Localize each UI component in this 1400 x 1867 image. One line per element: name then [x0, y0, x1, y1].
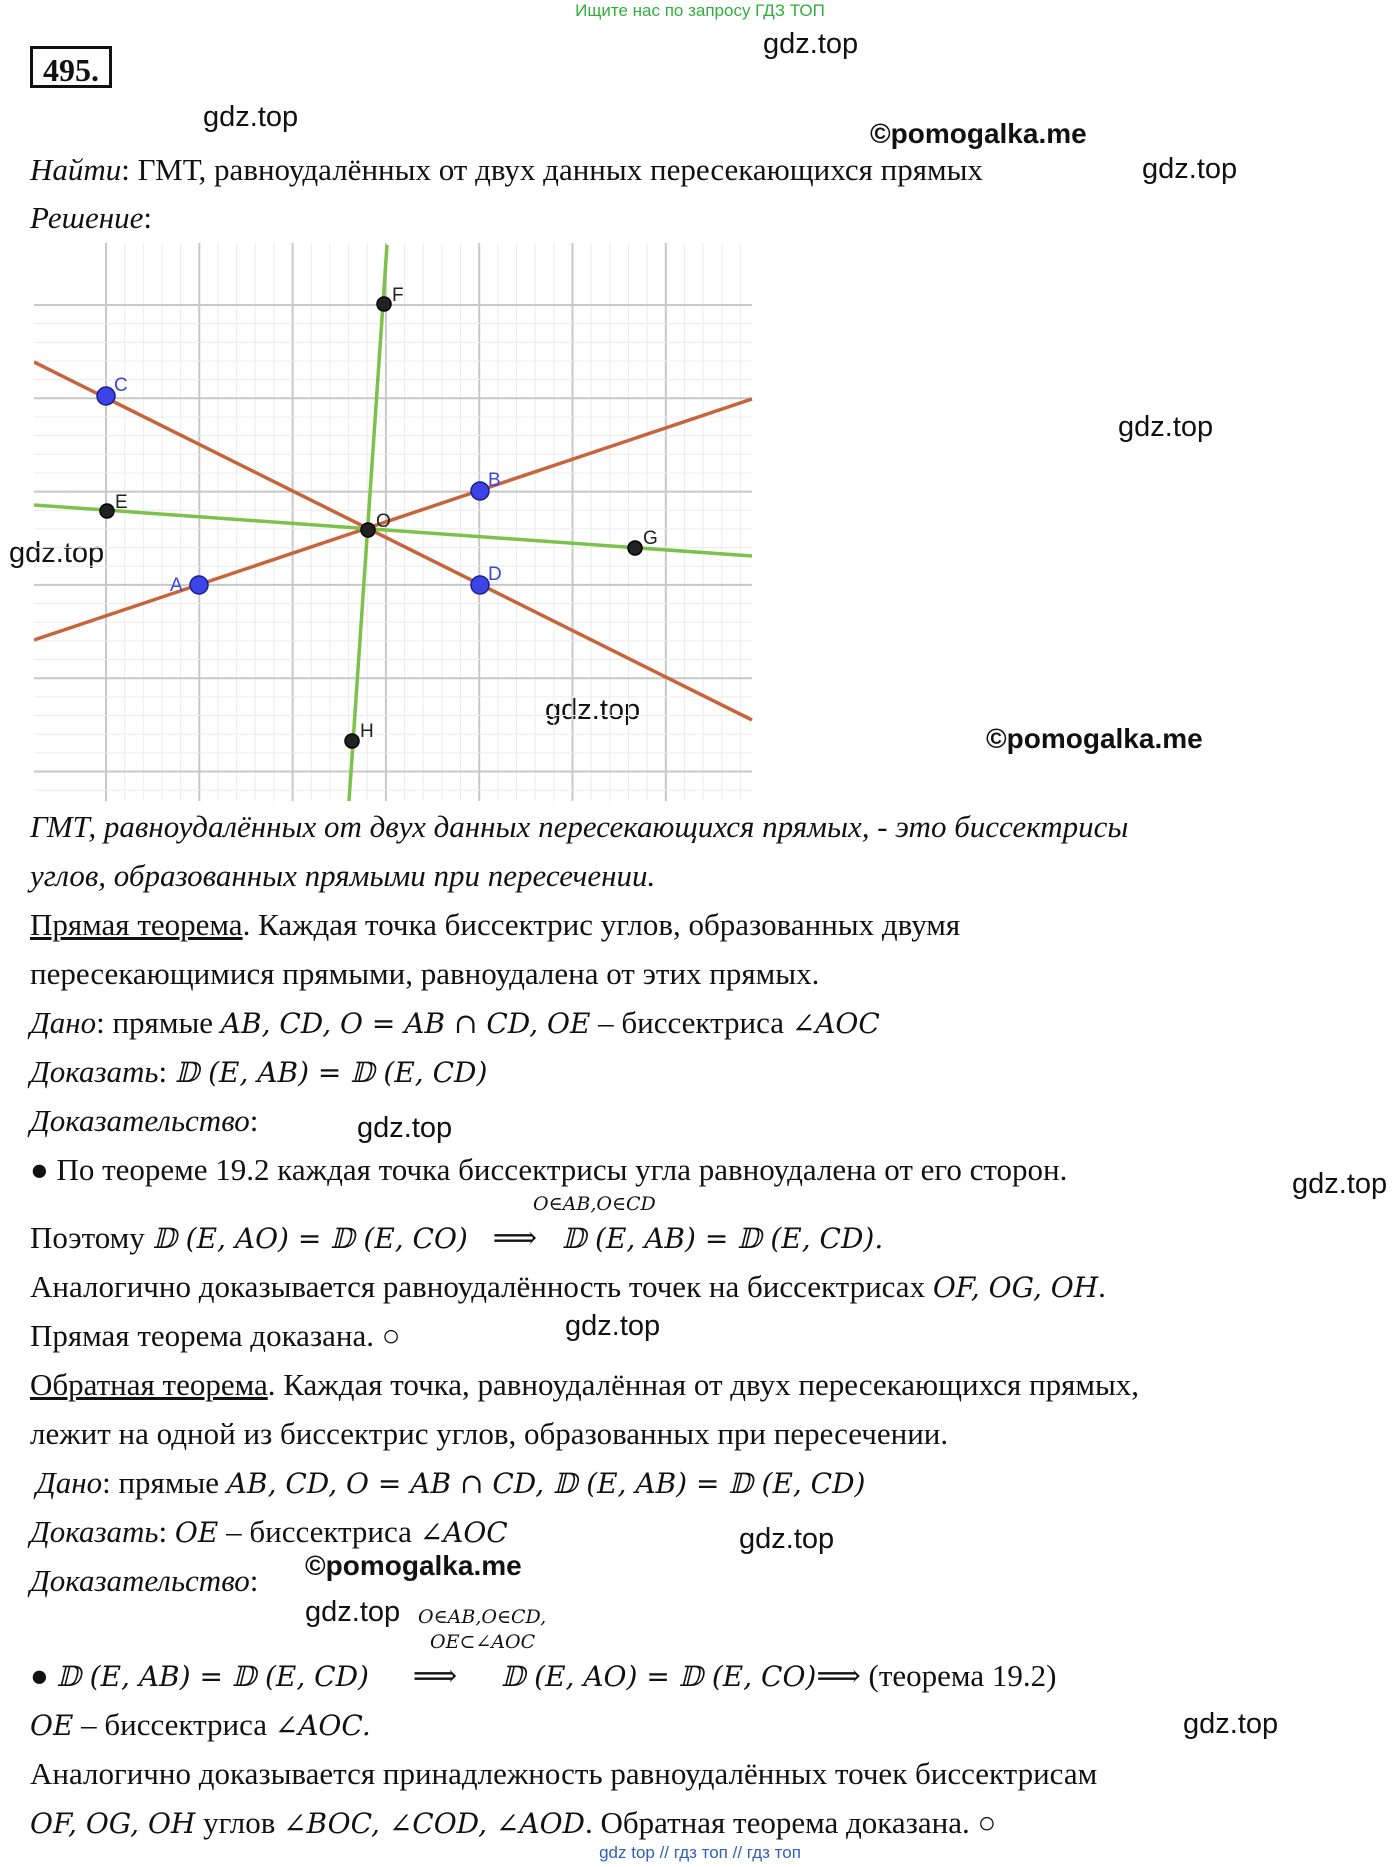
bullet-2 — [30, 1656, 1056, 1697]
watermark-pomogalka: ©pomogalka.me — [986, 723, 1203, 754]
inverse-theorem-line-1 — [30, 1365, 1139, 1405]
watermark-gdz: gdz.top — [1292, 1168, 1388, 1200]
prove-label: Доказать — [30, 1054, 159, 1089]
given-angle: ∠AOC — [791, 1007, 880, 1040]
watermark-gdz: gdz.top — [545, 694, 641, 726]
analog-2-math-1: OF, OG, OH — [30, 1807, 196, 1840]
therefore-word: Поэтому — [30, 1220, 153, 1255]
analog-2-end: . Обратная теорема доказана. ○ — [585, 1805, 997, 1840]
direct-theorem-line-1 — [30, 905, 960, 945]
arrow-2-condition-1: O∈AB,O∈CD, — [418, 1606, 547, 1628]
oe-angle: ∠AOC. — [274, 1709, 371, 1742]
given-rest: – биссектриса — [590, 1005, 792, 1040]
oe-math: OE — [30, 1709, 74, 1742]
proof-colon: : — [249, 1103, 259, 1138]
watermark-pomogalka: ©pomogalka.me — [870, 118, 1087, 149]
analog-1 — [30, 1267, 1106, 1308]
given-math: AB, CD, O = AB ∩ CD, OE — [220, 1007, 591, 1040]
inverse-theorem-label: Обратная теорема — [30, 1367, 268, 1402]
prove-rest: – биссектриса — [218, 1514, 420, 1549]
analog-2-line-1: Аналогично доказывается принадлежность равноудалённых точек биссектрисам — [30, 1756, 1098, 1791]
given-label: Дано — [36, 1465, 103, 1500]
proof-2-heading — [30, 1561, 258, 1601]
point-label-o: O — [376, 511, 391, 532]
proof-1-heading — [30, 1101, 258, 1141]
therefore-math-1: 𝔻 (E, AO) = 𝔻 (E, CO) — [152, 1222, 468, 1255]
statement-line-1: ГМТ, равноудалённых от двух данных пересекающихся прямых, - это биссектрисы — [30, 809, 1129, 844]
analog-1-text: Аналогично доказывается равноудалённость точек на биссектрисах — [30, 1269, 933, 1304]
prove-colon: : — [158, 1514, 175, 1549]
prove-angle: ∠AOC — [419, 1516, 508, 1549]
direct-theorem-text: . Каждая точка биссектрис углов, образованных двумя — [242, 907, 961, 942]
watermark-gdz: gdz.top — [357, 1112, 453, 1144]
point-label-d: D — [488, 564, 502, 585]
prove-colon: : — [158, 1054, 175, 1089]
analog-1-end: . — [1098, 1269, 1106, 1304]
analog-2-mid: углов — [195, 1805, 284, 1840]
given-math: AB, CD, O = AB ∩ CD, 𝔻 (E, AB) = 𝔻 (E, CD) — [226, 1467, 866, 1500]
arrow-2-condition-2: OE⊂∠AOC — [430, 1631, 536, 1653]
given-2 — [36, 1463, 865, 1504]
direct-proven: Прямая теорема доказана. ○ — [30, 1318, 401, 1353]
watermark-gdz: gdz.top — [9, 537, 105, 569]
proof-colon: : — [249, 1563, 259, 1598]
solution-colon: : — [143, 200, 152, 235]
proof-label: Доказательство — [30, 1103, 250, 1138]
point-c — [97, 387, 115, 405]
solution-label: Решение — [30, 200, 144, 235]
direct-theorem-line-2: пересекающимися прямыми, равноудалена от этих прямых. — [30, 956, 820, 991]
given-1 — [30, 1003, 880, 1044]
arrow-1-condition: O∈AB,O∈CD — [533, 1193, 656, 1215]
point-d — [471, 576, 489, 594]
point-a — [190, 576, 208, 594]
watermark-gdz: gdz.top — [1118, 411, 1214, 443]
task-solution — [30, 198, 152, 238]
task-find — [30, 150, 983, 190]
problem-number: 495. — [30, 46, 112, 88]
point-h — [345, 734, 359, 748]
oe-text: – биссектриса — [73, 1707, 275, 1742]
prove-2 — [30, 1512, 508, 1553]
point-label-a: A — [170, 575, 183, 596]
prove-math: 𝔻 (E, AB) = 𝔻 (E, CD) — [174, 1056, 488, 1089]
find-text: : ГМТ, равноудалённых от двух данных пересекающихся прямых — [121, 152, 983, 187]
statement-line-2: углов, образованных прямыми при пересечении. — [30, 858, 656, 893]
watermark-pomogalka: ©pomogalka.me — [305, 1550, 522, 1581]
oe-bisector-line — [30, 1705, 371, 1746]
point-b — [471, 482, 489, 500]
analog-1-math: OF, OG, OH — [932, 1271, 1099, 1304]
prove-math: OE — [174, 1516, 219, 1549]
point-f — [377, 297, 391, 311]
top-banner[interactable]: Ищите нас по запросу ГДЗ ТОП — [575, 1, 825, 20]
analog-2-math-2: ∠BOC, ∠COD, ∠AOD — [283, 1807, 585, 1840]
prove-1 — [30, 1052, 487, 1093]
therefore-math-2: 𝔻 (E, AB) = 𝔻 (E, CD). — [561, 1222, 884, 1255]
given-text: : прямые — [102, 1465, 227, 1500]
therefore-line — [30, 1218, 883, 1259]
watermark-gdz: gdz.top — [565, 1310, 661, 1342]
watermark-gdz: gdz.top — [203, 101, 299, 133]
prove-label: Доказать — [30, 1514, 159, 1549]
bullet-2-math-2: 𝔻 (E, AO) = 𝔻 (E, CO) — [500, 1660, 817, 1693]
implies-arrow: ⟹ — [412, 1658, 458, 1693]
implies-arrow: ⟹ — [816, 1658, 861, 1693]
grid — [34, 243, 752, 801]
bullet-1: ● По теореме 19.2 каждая точка биссектрисы угла равноудалена от его сторон. — [30, 1152, 1068, 1187]
given-text: : прямые — [96, 1005, 221, 1040]
watermark-gdz: gdz.top — [305, 1596, 401, 1628]
point-e — [100, 504, 114, 518]
watermark-gdz: gdz.top — [763, 28, 859, 60]
footer-links[interactable]: gdz top // гдз топ // гдз топ — [599, 1843, 801, 1862]
point-label-e: E — [115, 492, 128, 513]
geometry-diagram — [34, 243, 754, 803]
point-label-c: C — [114, 375, 128, 396]
implies-arrow: ⟹ — [492, 1220, 538, 1255]
point-g — [628, 541, 642, 555]
proof-label: Доказательство — [30, 1563, 250, 1598]
direct-theorem-label: Прямая теорема — [30, 907, 243, 942]
analog-2-line-2 — [30, 1803, 996, 1844]
point-label-g: G — [643, 528, 658, 549]
point-label-b: B — [488, 470, 501, 491]
watermark-gdz: gdz.top — [1142, 153, 1238, 185]
bullet-2-start: ● — [30, 1658, 57, 1693]
bullet-2-math-1: 𝔻 (E, AB) = 𝔻 (E, CD) — [56, 1660, 369, 1693]
inverse-theorem-line-2: лежит на одной из биссектрис углов, образованных при пересечении. — [30, 1416, 949, 1451]
watermark-gdz: gdz.top — [1183, 1708, 1279, 1740]
point-label-f: F — [392, 285, 404, 306]
given-label: Дано — [30, 1005, 97, 1040]
point-label-h: H — [360, 721, 374, 742]
point-o — [361, 523, 375, 537]
find-label: Найти — [30, 152, 122, 187]
inverse-theorem-text: . Каждая точка, равноудалённая от двух пересекающихся прямых, — [267, 1367, 1140, 1402]
bullet-2-end: (теорема 19.2) — [860, 1658, 1057, 1693]
watermark-gdz: gdz.top — [739, 1523, 835, 1555]
